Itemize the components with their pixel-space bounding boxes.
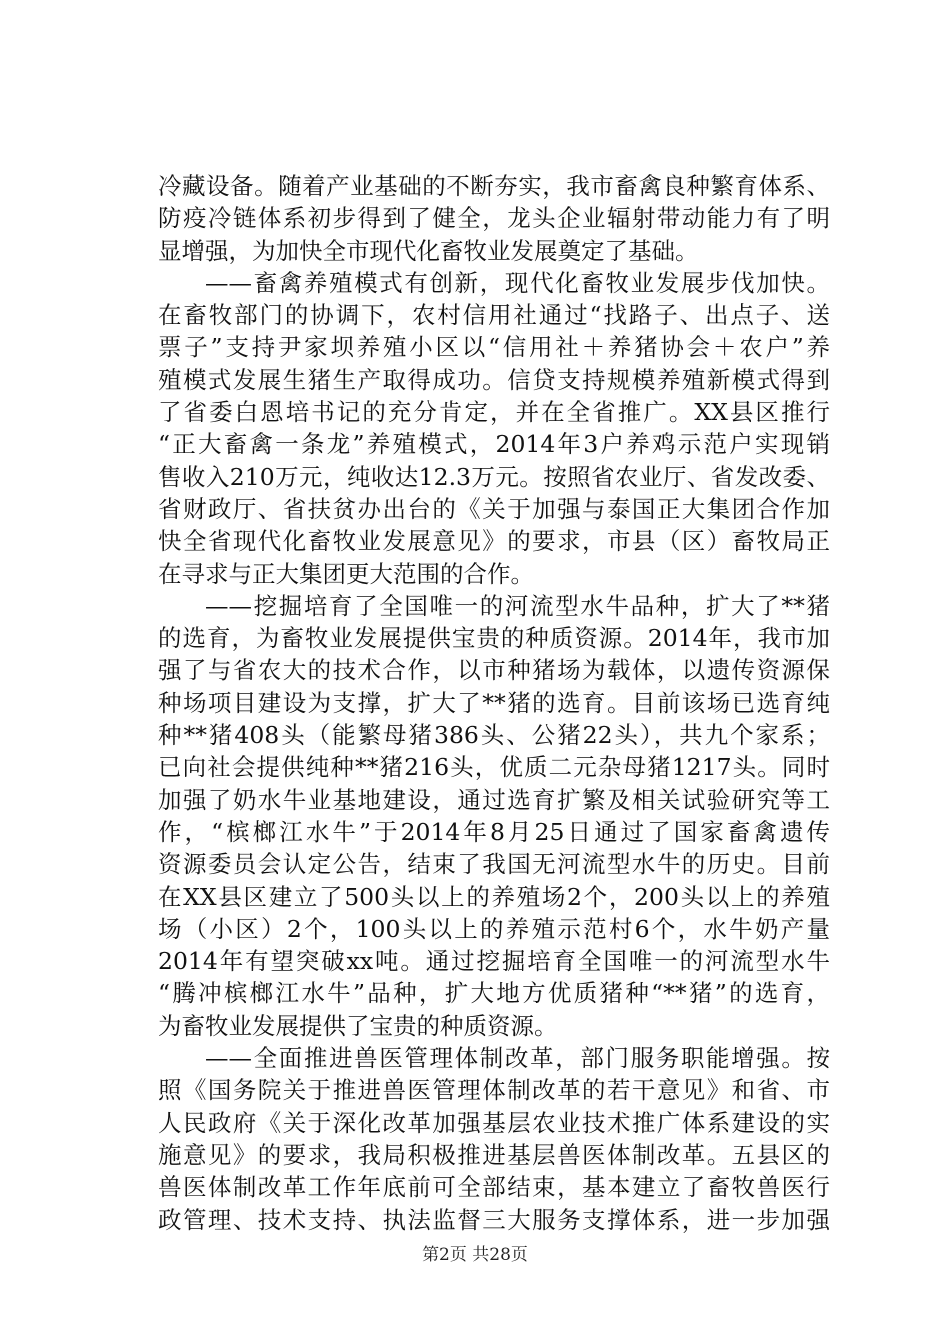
text-line: 施意见》的要求，我局积极推进基层兽医体制改革。五县区的: [158, 1140, 830, 1169]
text-line: 人民政府《关于深化改革加强基层农业技术推广体系建设的实: [158, 1108, 830, 1137]
text-line: 防疫冷链体系初步得到了健全，龙头企业辐射带动能力有了明: [158, 204, 830, 233]
text-line: “腾冲槟榔江水牛”品种，扩大地方优质猪种“**猪”的选育，: [158, 979, 830, 1008]
text-line: ——畜禽养殖模式有创新，现代化畜牧业发展步伐加快。: [205, 268, 830, 297]
text-line: 照《国务院关于推进兽医管理体制改革的若干意见》和省、市: [158, 1076, 830, 1105]
text-line: “正大畜禽一条龙”养殖模式，2014年3户养鸡示范户实现销: [158, 430, 830, 459]
page-footer: 第2页 共28页: [422, 1245, 528, 1265]
text-line: 场（小区）2个，100头以上的养殖示范村6个，水牛奶产量: [158, 914, 830, 943]
text-line: 冷藏设备。随着产业基础的不断夯实，我市畜禽良种繁育体系、: [158, 172, 830, 200]
text-line: 在畜牧部门的协调下，农村信用社通过“找路子、出点子、送: [158, 301, 830, 330]
text-line: 殖模式发展生猪生产取得成功。信贷支持规模养殖新模式得到: [158, 365, 830, 394]
text-line: 加强了奶水牛业基地建设，通过选育扩繁及相关试验研究等工: [158, 785, 830, 814]
text-line: ——全面推进兽医管理体制改革，部门服务职能增强。按: [205, 1044, 830, 1073]
text-line: 兽医体制改革工作年底前可全部结束，基本建立了畜牧兽医行: [158, 1173, 830, 1202]
text-line: 售收入210万元，纯收达12.3万元。按照省农业厅、省发改委、: [158, 462, 830, 491]
text-line: 显增强，为加快全市现代化畜牧业发展奠定了基础。: [158, 236, 699, 265]
text-line: 已向社会提供纯种**猪216头，优质二元杂母猪1217头。同时: [158, 753, 830, 782]
text-line: 快全省现代化畜牧业发展意见》的要求，市县（区）畜牧局正: [158, 527, 830, 556]
text-line: 强了与省农大的技术合作，以市种猪场为载体，以遗传资源保: [158, 656, 830, 685]
text-line: 资源委员会认定公告，结束了我国无河流型水牛的历史。目前: [158, 850, 830, 879]
text-line: 为畜牧业发展提供了宝贵的种质资源。: [158, 1011, 558, 1040]
text-line: 在寻求与正大集团更大范围的合作。: [158, 559, 534, 588]
text-line: 了省委白恩培书记的充分肯定，并在全省推广。XX县区推行: [158, 398, 830, 427]
text-line: 票子”支持尹家坝养殖小区以“信用社＋养猪协会＋农户”养: [158, 333, 830, 362]
text-line: 在XX县区建立了500头以上的养殖场2个，200头以上的养殖: [158, 882, 830, 911]
text-line: 作，“槟榔江水牛”于2014年8月25日通过了国家畜禽遗传: [158, 817, 830, 846]
text-line: 的选育，为畜牧业发展提供宝贵的种质资源。2014年，我市加: [158, 624, 830, 653]
text-line: ——挖掘培育了全国唯一的河流型水牛品种，扩大了**猪: [205, 591, 830, 620]
text-line: 政管理、技术支持、执法监督三大服务支撑体系，进一步加强: [158, 1205, 830, 1234]
body-text: [158, 170, 830, 1236]
text-line: 2014年有望突破xx吨。通过挖掘培育全国唯一的河流型水牛: [158, 947, 830, 976]
text-line: 种场项目建设为支撑，扩大了**猪的选育。目前该场已选育纯: [158, 688, 830, 717]
text-line: 种**猪408头（能繁母猪386头、公猪22头），共九个家系；: [158, 721, 830, 750]
text-line: 省财政厅、省扶贫办出台的《关于加强与泰国正大集团合作加: [158, 494, 830, 523]
